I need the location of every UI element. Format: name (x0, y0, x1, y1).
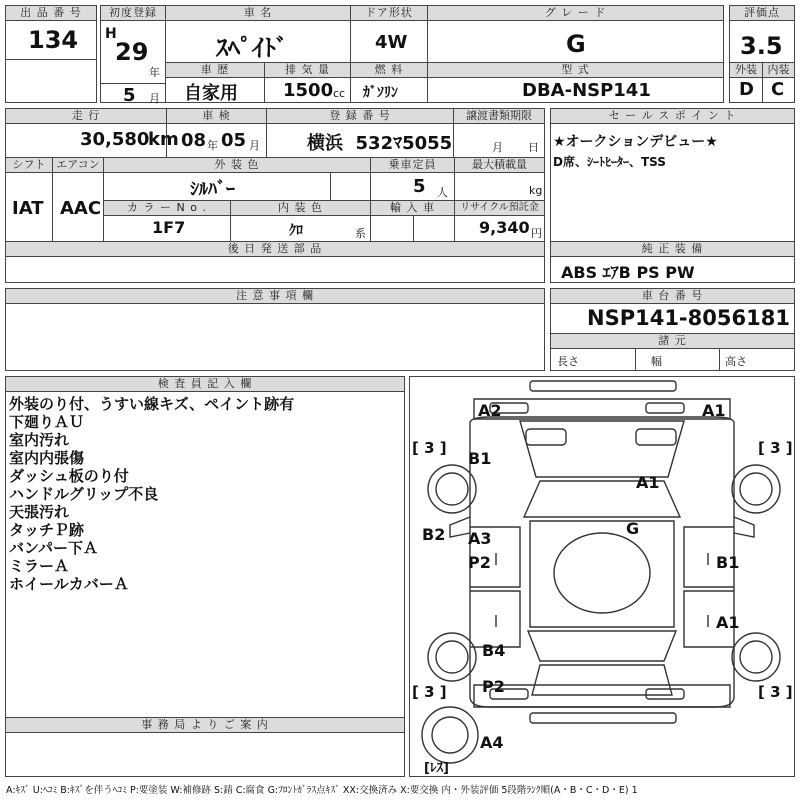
transfer-day-unit: 日 (528, 141, 539, 154)
inspection-label: 車 検 (167, 109, 266, 124)
ext-color-cell (103, 157, 371, 201)
inspection-cell (166, 108, 267, 158)
car-name: ｽﾍﾟｲﾄﾞ (216, 34, 288, 62)
mark-a2: A2 (478, 401, 502, 420)
grade-label: グ レ ー ド (428, 6, 723, 21)
int-color-value: ｸﾛ (289, 223, 303, 239)
recycle-unit: 円 (531, 227, 542, 240)
inspection-month: 05 (221, 130, 247, 151)
inspector-note: 天張汚れ (9, 503, 70, 521)
sales-point-1: ★オークションデビュー★ (553, 134, 718, 150)
ext-color-label: 外 装 色 (104, 158, 370, 173)
legend: A:ｷｽﾞ U:ﾍｺﾐ B:ｷｽﾞを伴うﾍｺﾐ P:要塗装 W:補修跡 S:錆 C:腐食 G:ﾌﾛﾝﾄｶﾞﾗｽ点ｷｽﾞ XX:交換済み X:要交換 内・外装評価 5段階ﾗﾝｸ順(A・B・C・D・E) 1 (6, 785, 638, 796)
sales-points-label: セ ー ル ス ポ イ ン ト (551, 109, 794, 124)
displacement-cell (264, 62, 351, 103)
spec-width: 幅 (651, 355, 662, 368)
inspector-note: ハンドルグリップ不良 (9, 485, 159, 503)
lot-number: 134 (28, 26, 79, 54)
capacity-cell (370, 157, 455, 201)
capacity-value: 5 (413, 176, 426, 197)
first-reg-label: 初度登録 (101, 6, 165, 21)
color-no-value: 1F7 (152, 218, 186, 237)
score-label: 評価点 (730, 6, 794, 21)
int-color-cell (230, 200, 371, 242)
recycle-label: リサイクル預託金 (455, 201, 544, 216)
lot-label: 出 品 番 号 (6, 6, 96, 21)
inspection-year-unit: 年 (207, 139, 218, 152)
inspection-year: 08 (181, 130, 207, 151)
chassis-label: 車 台 番 号 (551, 289, 794, 304)
inspector-note: タッチＰ跡 (9, 521, 85, 539)
door-label: ドア形状 (351, 6, 427, 21)
tire-front-right-tread: [ 3 ] (758, 439, 793, 457)
chassis-number: NSP141-8056181 (587, 306, 790, 330)
history-label: 車 歴 (166, 63, 264, 78)
max-load-unit: kg (529, 184, 543, 197)
km-unit: km (148, 129, 179, 150)
door-cell (350, 5, 428, 63)
recycle-value: 9,340 (479, 218, 530, 237)
mark-g: G (626, 519, 640, 538)
model-cell (427, 62, 724, 103)
displacement-value: 1500 (283, 80, 334, 101)
aircon-label: エアコン (53, 158, 103, 173)
mark-b4: B4 (482, 641, 506, 660)
shift-cell (5, 157, 53, 242)
later-parts-label: 後 日 発 送 部 品 (6, 242, 544, 257)
cautions-cell (5, 288, 545, 371)
color-no-cell (103, 200, 231, 242)
lot-cell (5, 5, 97, 60)
spec-height: 高さ (725, 355, 747, 368)
interior-label: 内装 (763, 63, 794, 78)
fuel-cell (350, 62, 428, 103)
equipment-label: 純 正 装 備 (551, 242, 794, 257)
era: H (105, 26, 117, 42)
sales-point-2: D席、ｼｰﾄﾋｰﾀｰ、TSS (553, 155, 666, 169)
mileage-cell (5, 108, 179, 158)
year-unit: 年 (149, 66, 160, 79)
mark-p2-door: P2 (468, 553, 491, 572)
inspector-note: 室内内張傷 (9, 449, 85, 467)
mark-a1-hood: A1 (636, 473, 660, 492)
sales-points-cell (550, 108, 795, 242)
mark-a4: A4 (480, 733, 504, 752)
chassis-cell (550, 288, 795, 371)
mileage-value: 30,580 (80, 129, 150, 150)
cautions-label: 注 意 事 項 欄 (6, 289, 544, 304)
inspector-note: 外装のり付、うすい線キズ、ペイント跡有 (9, 395, 295, 413)
capacity-label: 乗車定員 (371, 158, 454, 173)
transfer-cell (453, 108, 545, 158)
mark-p2-rear: P2 (482, 677, 505, 696)
tire-rear-left-tread: [ 3 ] (412, 683, 447, 701)
office-cell (5, 717, 405, 777)
shift-label: シフト (6, 158, 52, 173)
first-reg-month: 5 (123, 85, 136, 106)
grade-value: G (566, 30, 586, 58)
interior-grade-cell (762, 62, 795, 103)
mark-b2: B2 (422, 525, 446, 544)
int-color-label: 内 装 色 (231, 201, 370, 216)
interior-grade: C (771, 79, 785, 100)
specs-label: 諸 元 (551, 333, 794, 349)
first-registration-cell (100, 5, 166, 106)
mark-a1-front: A1 (702, 401, 726, 420)
aircon-cell (52, 157, 104, 242)
import-label: 輸 入 車 (371, 201, 454, 216)
equipment-value: ABS ｴｱB PS PW (561, 263, 695, 282)
inspector-note: ミラーＡ (9, 557, 70, 575)
score-value: 3.5 (740, 32, 783, 60)
transfer-label: 譲渡書類期限 (454, 109, 544, 124)
inspector-cell (5, 376, 405, 718)
door-type: 4W (375, 32, 408, 53)
inspector-notes (9, 395, 294, 593)
cc-unit: cc (333, 87, 346, 100)
registration-number: 横浜 532ﾏ5055 (307, 133, 453, 154)
max-load-cell (454, 157, 545, 201)
registration-cell (266, 108, 454, 158)
shift-value: IAT (12, 198, 44, 219)
max-load-label: 最大積載量 (455, 158, 544, 173)
mark-b1-left: B1 (468, 449, 492, 468)
inspector-label: 検 査 員 記 入 欄 (6, 377, 404, 392)
aircon-value: AAC (60, 198, 102, 219)
model-value: DBA-NSP141 (522, 80, 651, 101)
registration-label: 登 録 番 号 (267, 109, 453, 124)
inspector-note: ダッシュ板のり付 (9, 467, 129, 485)
history-value: 自家用 (184, 83, 238, 104)
int-color-unit: 系 (355, 227, 366, 240)
tire-front-left-tread: [ 3 ] (412, 439, 447, 457)
fuel-label: 燃 料 (351, 63, 427, 78)
exterior-label: 外装 (730, 63, 762, 78)
first-reg-year: 29 (115, 38, 149, 66)
damage-diagram (409, 376, 795, 777)
transfer-month-unit: 月 (492, 141, 503, 154)
mark-b1-right: B1 (716, 553, 740, 572)
model-label: 型 式 (428, 63, 723, 78)
score-cell (729, 5, 795, 63)
ext-color-value: ｼﾙﾊﾞｰ (190, 179, 235, 200)
office-label: 事 務 局 よ り ご 案 内 (6, 718, 404, 733)
inspection-month-unit: 月 (249, 139, 260, 152)
exterior-grade: D (739, 79, 754, 100)
inspector-note: 室内汚れ (9, 431, 70, 449)
recycle-cell (454, 200, 545, 242)
history-cell (165, 62, 265, 103)
mileage-label: 走 行 (6, 109, 166, 124)
mark-a1-right: A1 (716, 613, 740, 632)
exterior-grade-cell (729, 62, 763, 103)
spec-length: 長さ (557, 355, 579, 368)
lot-blank-cell (5, 59, 97, 103)
car-name-label: 車 名 (166, 6, 350, 21)
inspector-note: 下廻りＡＵ (9, 413, 85, 431)
displacement-label: 排 気 量 (265, 63, 350, 78)
fuel-value: ｶﾞｿﾘﾝ (363, 85, 398, 101)
tire-rear-right-tread: [ 3 ] (758, 683, 793, 701)
inspector-note: バンパー下Ａ (9, 539, 98, 557)
grade-cell (427, 5, 724, 63)
import-cell (370, 200, 455, 242)
capacity-unit: 人 (437, 186, 448, 199)
car-name-cell (165, 5, 351, 63)
spare-tire-status: [ﾚｽ] (424, 761, 449, 776)
mark-a3: A3 (468, 529, 492, 548)
equipment-cell (550, 241, 795, 283)
car-outline-drawing (410, 377, 794, 776)
later-parts-cell (5, 241, 545, 283)
color-no-label: カ ラ ー N o . (104, 201, 230, 216)
inspector-note: ホイールカバーＡ (9, 575, 129, 593)
month-unit: 月 (149, 92, 160, 105)
